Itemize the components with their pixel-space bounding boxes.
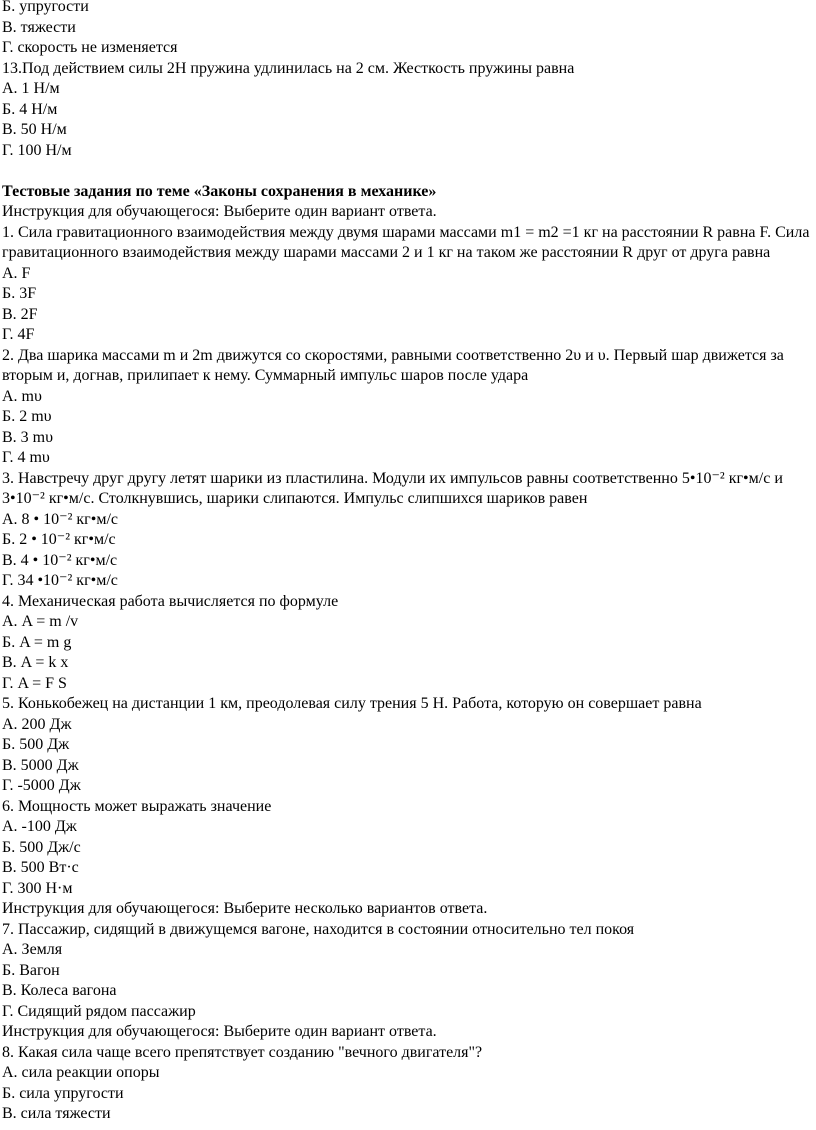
answer-option: Г. скорость не изменяется bbox=[2, 39, 178, 56]
answer-option: А. mυ bbox=[2, 387, 42, 405]
answer-option: Г. 100 Н/м bbox=[2, 141, 72, 159]
answer-option: В. 2F bbox=[2, 305, 38, 323]
answer-option: В. тяжести bbox=[2, 18, 76, 36]
answer-option: Б. 4 Н/м bbox=[2, 100, 58, 118]
answer-option: А. F bbox=[2, 264, 31, 282]
answer-option: А. сила реакции опоры bbox=[2, 1064, 160, 1081]
answer-option: А. -100 Дж bbox=[2, 818, 77, 835]
answer-option: В. 50 Н/м bbox=[2, 121, 67, 138]
question-1-text: 1. Сила гравитационного взаимодействия между двумя шарами массами m1 = m2 =1 кг на расстоянии R равна F. Сила гравитационного взаимодействия между шарами массами 2 и 1 кг на таком же расстоянии R друг от друга равна bbox=[2, 223, 810, 261]
answer-option: Г. -5000 Дж bbox=[2, 777, 81, 794]
instruction: Инструкция для обучающегося: Выберите несколько вариантов ответа. bbox=[2, 900, 488, 917]
answer-option: А. Земля bbox=[2, 941, 63, 958]
answer-option: Б. упругости bbox=[2, 0, 89, 15]
question-7-text: 7. Пассажир, сидящий в движущемся вагоне, находится в состоянии относительно тел покоя bbox=[2, 920, 635, 938]
answer-option: В. 5000 Дж bbox=[2, 756, 79, 774]
answer-option: Б. 3F bbox=[2, 285, 37, 302]
section-title: Тестовые задания по теме «Законы сохранения в механике» bbox=[2, 182, 437, 200]
answer-option: В. 3 mυ bbox=[2, 428, 54, 446]
answer-option: В. 500 Вт·с bbox=[2, 859, 79, 876]
answer-option: Г. Сидящий рядом пассажир bbox=[2, 1002, 196, 1020]
answer-option: Б. 2 mυ bbox=[2, 408, 52, 425]
answer-option: Г. 300 Н·м bbox=[2, 879, 73, 897]
answer-option: А. 1 Н/м bbox=[2, 80, 60, 97]
answer-option: Б. Вагон bbox=[2, 961, 60, 979]
question-8-text: 8. Какая сила чаще всего препятствует созданию "вечного двигателя"? bbox=[2, 1043, 483, 1061]
question-2-text: 2. Два шарика массами m и 2m движутся со скоростями, равными соответственно 2υ и υ. Первый шар движется за вторым и, догнав, прилипает к нему. Суммарный импульс шаров после удара bbox=[2, 346, 784, 384]
answer-option: Г. 4F bbox=[2, 326, 35, 343]
answer-option: Б. 500 Дж bbox=[2, 736, 70, 753]
question-6-text: 6. Мощность может выражать значение bbox=[2, 797, 272, 815]
instruction: Инструкция для обучающегося: Выберите один вариант ответа. bbox=[2, 1023, 437, 1040]
question-13-text: 13.Под действием силы 2Н пружина удлинилась на 2 см. Жесткость пружины равна bbox=[2, 59, 575, 77]
answer-option: Г. 34 •10⁻² кг•м/с bbox=[2, 572, 118, 589]
instruction: Инструкция для обучающегося: Выберите один вариант ответа. bbox=[2, 203, 437, 220]
question-5-text: 5. Конькобежец на дистанции 1 км, преодолевая силу трения 5 Н. Работа, которую он совершает равна bbox=[2, 695, 702, 712]
answer-option: А. 200 Дж bbox=[2, 715, 72, 733]
answer-option: В. A = k x bbox=[2, 654, 69, 671]
answer-option: В. 4 • 10⁻² кг•м/с bbox=[2, 551, 118, 569]
question-3-text: 3. Навстречу друг другу летят шарики из пластилина. Модули их импульсов равны соответственно 5•10⁻² кг•м/с и 3•10⁻² кг•м/с. Столкнувшись, шарики слипаются. Импульс слипшихся шариков равен bbox=[2, 469, 783, 507]
answer-option: Б. 2 • 10⁻² кг•м/с bbox=[2, 531, 116, 548]
answer-option: Б. сила упругости bbox=[2, 1084, 124, 1102]
answer-option: Б. 500 Дж/с bbox=[2, 838, 81, 856]
answer-option: В. сила тяжести bbox=[2, 1105, 111, 1122]
spacer bbox=[2, 161, 816, 182]
answer-option: Г. 4 mυ bbox=[2, 449, 50, 466]
answer-option: Б. A = m g bbox=[2, 633, 72, 651]
answer-option: Г. A = F S bbox=[2, 674, 67, 692]
answer-option: В. Колеса вагона bbox=[2, 982, 117, 999]
question-4-text: 4. Механическая работа вычисляется по формуле bbox=[2, 592, 339, 610]
answer-option: А. 8 • 10⁻² кг•м/с bbox=[2, 510, 119, 528]
answer-option: А. A = m /v bbox=[2, 613, 79, 630]
